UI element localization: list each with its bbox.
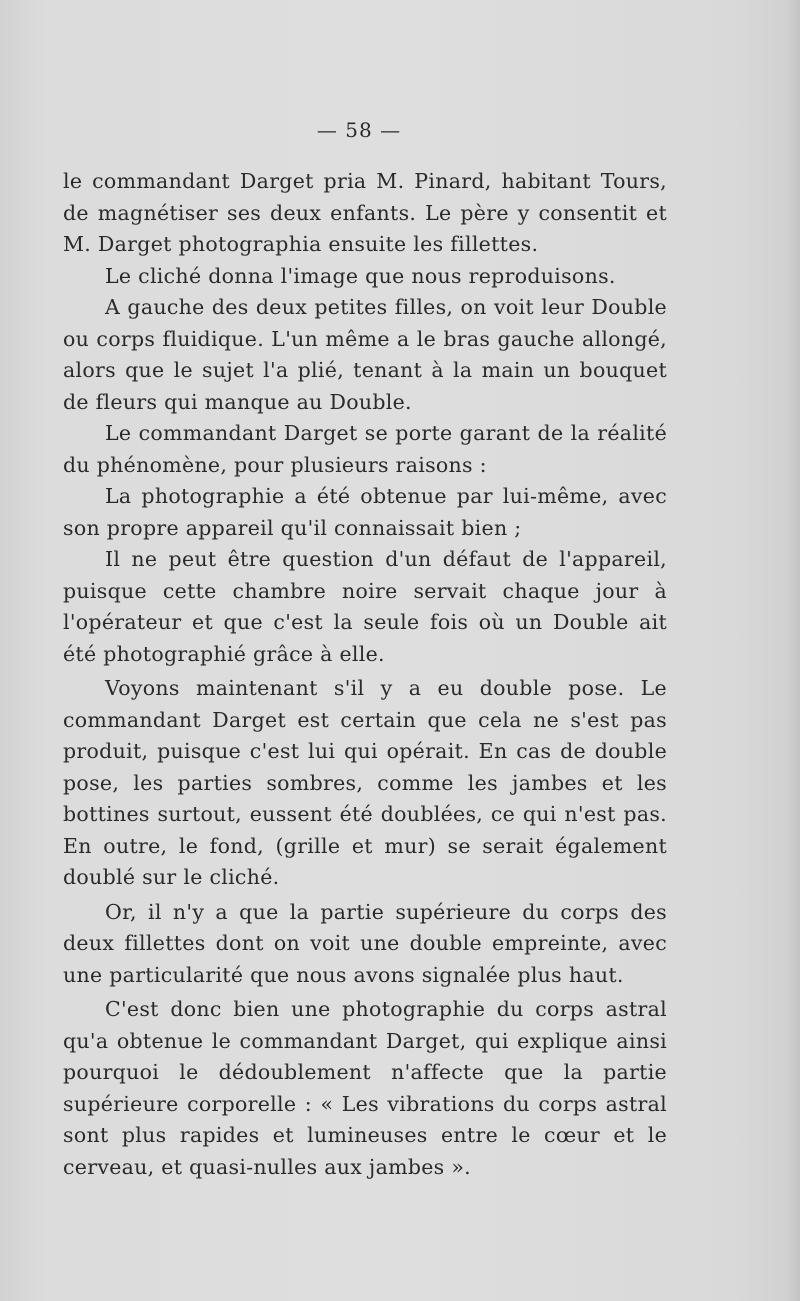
page-edge-shadow [786, 0, 800, 1301]
paragraph-7: Voyons maintenant s'il y a eu double pose. Le commandant Darget est certain que cela ne s'est pas produit, puisque c'est lui qui opérait. En cas de double pose, les parties sombres, comme les jambes et les bottines surtout, eussent été doublées, ce qui n'est pas. En outre, le fond, (grille et mur) se serait également doublé sur le cliché. [63, 676, 667, 889]
paragraph-2: Le cliché donna l'image que nous reproduisons. [105, 263, 616, 288]
paragraph-6: Il ne peut être question d'un défaut de l'appareil, puisque cette chambre noire servait chaque jour à l'opérateur et que c'est la seule fois où un Double ait été photographié grâce à elle. [63, 547, 667, 666]
paragraph-5: La photographie a été obtenue par lui-même, avec son propre appareil qu'il connaissait bien ; [63, 484, 667, 540]
paragraph-1: le commandant Darget pria M. Pinard, habitant Tours, de magnétiser ses deux enfants. Le père y consentit et M. Darget photographia ensuite les fillettes. [63, 169, 667, 256]
paragraph-3: A gauche des deux petites filles, on voit leur Double ou corps fluidique. L'un même a le bras gauche allongé, alors que le sujet l'a plié, tenant à la main un bouquet de fleurs qui manque au Double. [63, 295, 667, 414]
paragraph-9: C'est donc bien une photographie du corps astral qu'a obtenue le commandant Darget, qui explique ainsi pourquoi le dédoublement n'affecte que la partie supérieure corporelle : « Les vibrations du corps astral sont plus rapides et lumineuses entre le cœur et le cerveau, et quasi-nulles aux jambes ». [63, 997, 667, 1179]
body-text [63, 166, 667, 1183]
page-number: — 58 — [316, 118, 402, 142]
paragraph-8: Or, il n'y a que la partie supérieure du corps des deux fillettes dont on voit une double empreinte, avec une particularité que nous avons signalée plus haut. [63, 899, 667, 987]
paragraph-4: Le commandant Darget se porte garant de la réalité du phénomène, pour plusieurs raisons : [63, 421, 667, 477]
